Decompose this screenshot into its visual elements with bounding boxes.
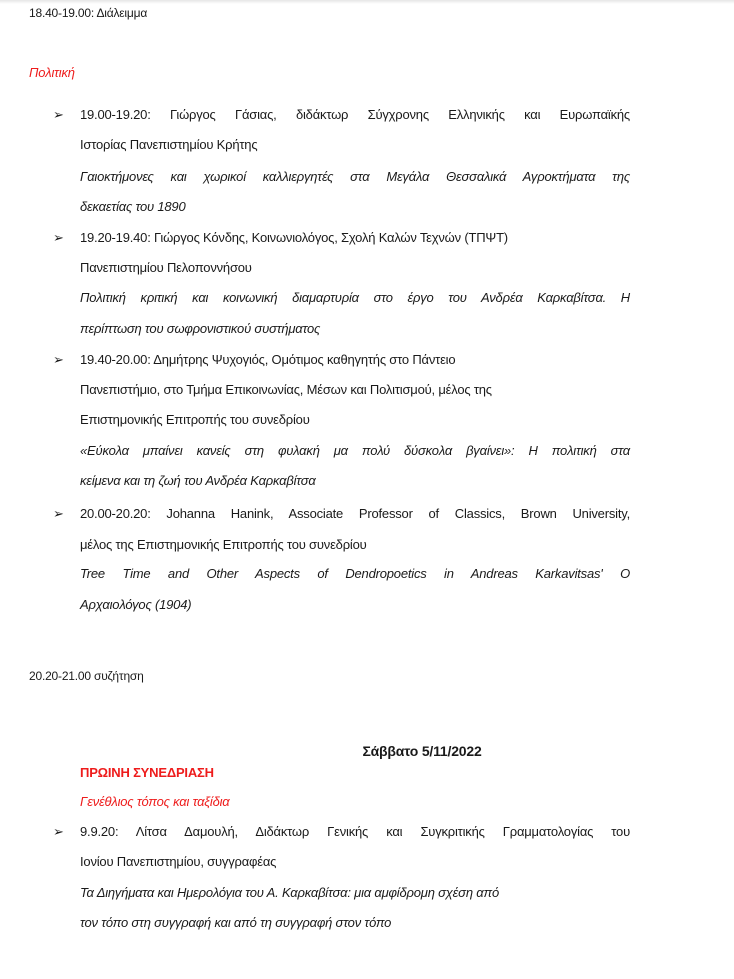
talk-speaker: μέλος της Επιστημονικής Επιτροπής του συνεδρίου: [80, 537, 367, 552]
bullet-arrow-icon: ➢: [53, 506, 64, 521]
break-line: 18.40-19.00: Διάλειμμα: [29, 6, 148, 20]
talk-speaker: 19.20-19.40: Γιώργος Κόνδης, Κοινωνιολόγος, Σχολή Καλών Τεχνών (ΤΠΨΤ): [80, 230, 508, 245]
talk-title: Τα Διηγήματα και Ημερολόγια του Α. Καρκαβίτσα: μια αμφίδρομη σχέση από: [80, 885, 500, 900]
talk-title: Αρχαιολόγος (1904): [80, 597, 192, 612]
talk-title: «Εύκολα μπαίνει κανείς στη φυλακή μα πολύ δύσκολα βγαίνει»: Η πολιτική στα: [80, 443, 630, 458]
talk-speaker: Ιστορίας Πανεπιστημίου Κρήτης: [80, 137, 258, 152]
bullet-arrow-icon: ➢: [53, 352, 64, 367]
talk-title: τον τόπο στη συγγραφή και από τη συγγραφή στον τόπο: [80, 915, 392, 930]
talk-title: περίπτωση του σωφρονιστικού συστήματος: [80, 321, 321, 336]
day-heading: Σάββατο 5/11/2022: [362, 743, 482, 759]
bullet-arrow-icon: ➢: [53, 230, 64, 245]
bullet-arrow-icon: ➢: [53, 824, 64, 839]
talk-title: Πολιτική κριτική και κοινωνική διαμαρτυρία στο έργο του Ανδρέα Καρκαβίτσα. Η: [80, 290, 630, 305]
section-heading-birthplace: Γενέθλιος τόπος και ταξίδια: [80, 794, 230, 809]
talk-speaker: Πανεπιστήμιο, στο Τμήμα Επικοινωνίας, Μέσων και Πολιτισμού, μέλος της: [80, 382, 492, 397]
talk-speaker: Ιονίου Πανεπιστημίου, συγγραφέας: [80, 854, 277, 869]
talk-title: Tree Time and Other Aspects of Dendropoetics in Andreas Karkavitsas' Ο: [80, 566, 630, 581]
session-heading: ΠΡΩΙΝΗ ΣΥΝΕΔΡΙΑΣΗ: [80, 765, 214, 780]
talk-title: κείμενα και τη ζωή του Ανδρέα Καρκαβίτσα: [80, 473, 316, 488]
talk-title: Γαιοκτήμονες και χωρικοί καλλιεργητές στα Μεγάλα Θεσσαλικά Αγροκτήματα της: [80, 169, 630, 184]
talk-speaker: 20.00-20.20: Johanna Hanink, Associate Professor of Classics, Brown University,: [80, 506, 630, 521]
bullet-arrow-icon: ➢: [53, 107, 64, 122]
section-heading-politics: Πολιτική: [29, 65, 75, 80]
talk-speaker: 19.40-20.00: Δημήτρης Ψυχογιός, Ομότιμος καθηγητής στο Πάντειο: [80, 352, 456, 367]
talk-title: δεκαετίας του 1890: [80, 199, 186, 214]
talk-speaker: 19.00-19.20: Γιώργος Γάσιας, διδάκτωρ Σύγχρονης Ελληνικής και Ευρωπαϊκής: [80, 107, 630, 122]
discussion-line: 20.20-21.00 συζήτηση: [29, 669, 144, 683]
top-shadow: [0, 0, 734, 4]
talk-speaker: Επιστημονικής Επιτροπής του συνεδρίου: [80, 412, 310, 427]
talk-speaker: 9.9.20: Λίτσα Δαμουλή, Διδάκτωρ Γενικής και Συγκριτικής Γραμματολογίας του: [80, 824, 630, 839]
talk-speaker: Πανεπιστημίου Πελοποννήσου: [80, 260, 252, 275]
